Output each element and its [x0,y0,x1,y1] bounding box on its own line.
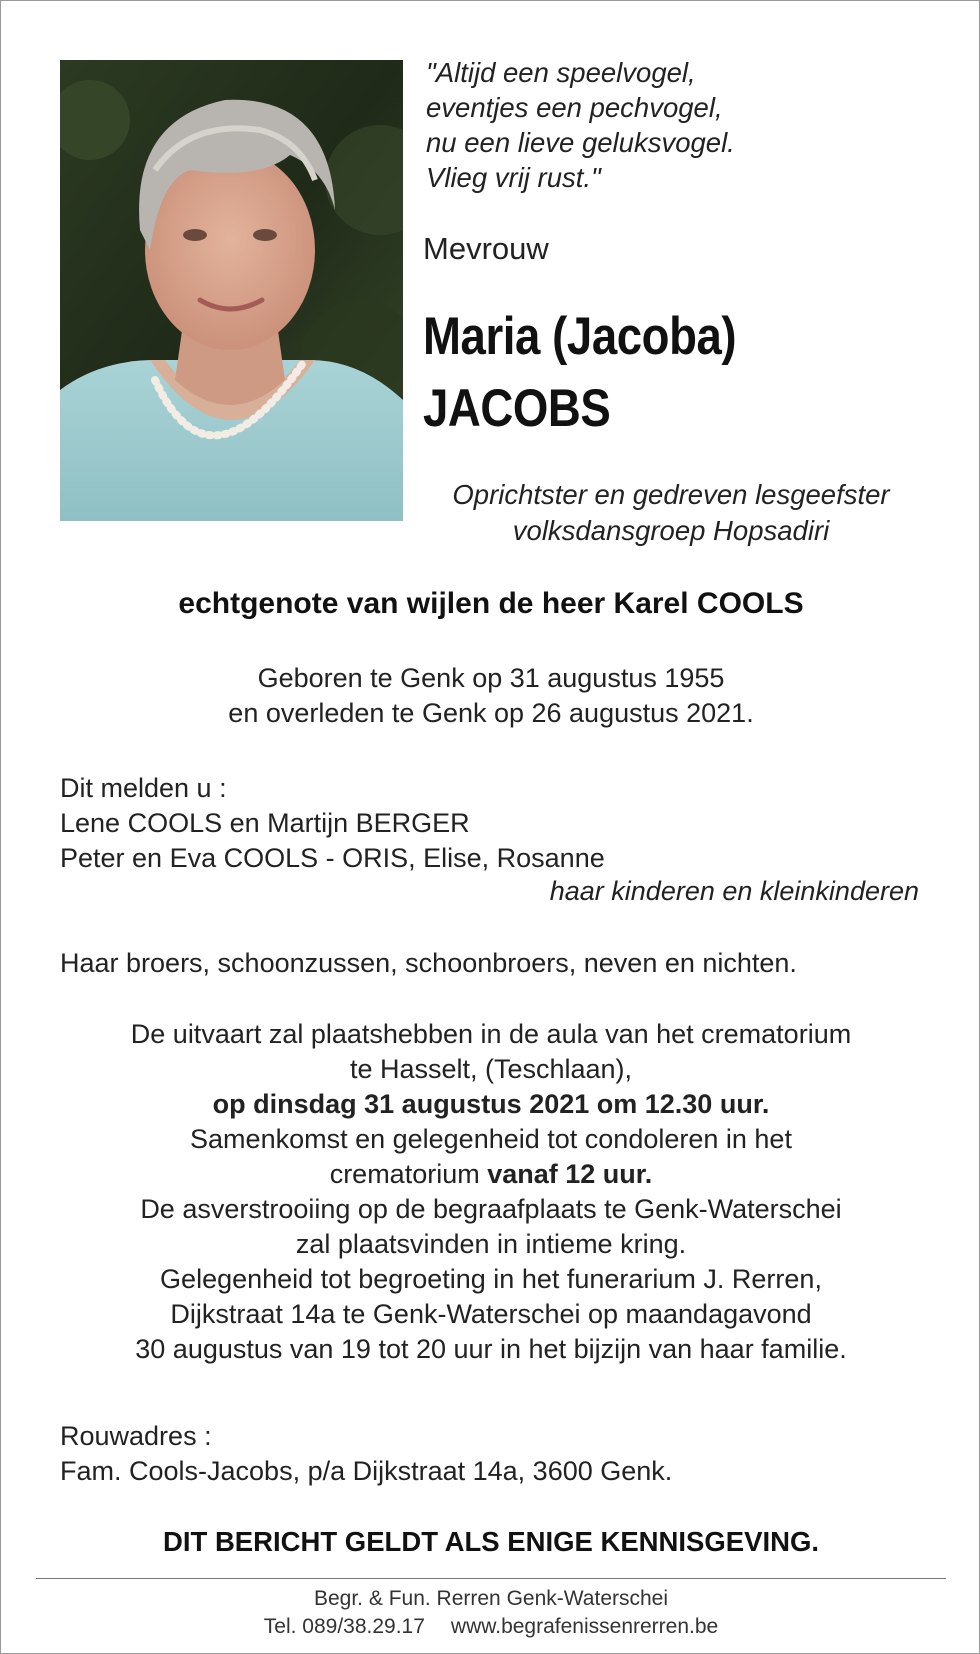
family-line: Peter en Eva COOLS - ORIS, Elise, Rosanne [60,843,605,873]
footer [1,1585,980,1641]
role-line: Oprichtster en gedreven lesgeefster [452,479,890,510]
funeral-line [1,1157,980,1192]
family-list [60,771,605,876]
condolence-time: vanaf 12 uur. [487,1159,653,1189]
funeral-date-time: op dinsdag 31 augustus 2021 om 12.30 uur. [212,1089,770,1119]
quote-line: "Altijd een speelvogel, [426,57,696,88]
name-line-first: Maria (Jacoba) [423,307,737,366]
life-dates [1,661,980,731]
quote-line: Vlieg vrij rust." [426,162,601,193]
footer-contact [1,1613,980,1641]
address-value: Fam. Cools-Jacobs, p/a Dijkstraat 14a, 3600 Genk. [60,1456,673,1486]
funeral-line: Samenkomst en gelegenheid tot condoleren in het [190,1124,792,1154]
address-label: Rouwadres : [60,1421,212,1451]
official-notice: DIT BERICHT GELDT ALS ENIGE KENNISGEVING. [163,1526,819,1557]
quote-line: eventjes een pechvogel, [426,92,723,123]
family-line: Lene COOLS en Martijn BERGER [60,808,470,838]
death-line: en overleden te Genk op 26 augustus 2021. [228,698,754,728]
funeral-line: 30 augustus van 19 tot 20 uur in het bijzijn van haar familie. [135,1334,847,1364]
funeral-home-name: Begr. & Fun. Rerren Genk-Waterschei [313,1587,669,1610]
mourning-address [60,1419,672,1489]
name-line-last: JACOBS [423,379,611,438]
funeral-line: zal plaatsvinden in intieme kring. [295,1229,687,1259]
funeral-line: Gelegenheid tot begroeting in het funerarium J. Rerren, [160,1264,822,1294]
phone-number: Tel. 089/38.29.17 [263,1615,425,1638]
role-line: volksdansgroep Hopsadiri [512,515,830,546]
funeral-details [1,1017,980,1367]
funeral-line: Dijkstraat 14a te Genk-Waterschei op maandagavond [170,1299,812,1329]
family-relation: haar kinderen en kleinkinderen [549,876,919,906]
quote [426,55,926,195]
role-description [401,477,941,549]
funeral-line: te Hasselt, (Teschlaan), [349,1054,633,1084]
deceased-name [423,301,736,445]
funeral-line: De uitvaart zal plaatshebben in de aula van het crematorium [130,1019,852,1049]
website-link[interactable]: www.begrafenissenrerren.be [450,1615,719,1638]
honorific: Mevrouw [423,231,549,266]
funeral-line-part: crematorium [329,1159,480,1189]
spouse-line: echtgenote van wijlen de heer Karel COOLS [178,587,804,620]
extended-family [60,946,797,981]
extended-family-line: Haar broers, schoonzussen, schoonbroers, neven en nichten. [60,948,797,978]
portrait-photo [60,60,403,521]
birth-line: Geboren te Genk op 31 augustus 1955 [257,663,725,693]
funeral-line: De asverstrooiing op de begraafplaats te Genk-Waterschei [140,1194,842,1224]
footer-divider [36,1578,946,1579]
family-intro: Dit melden u : [60,773,227,803]
quote-line: nu een lieve geluksvogel. [426,127,735,158]
